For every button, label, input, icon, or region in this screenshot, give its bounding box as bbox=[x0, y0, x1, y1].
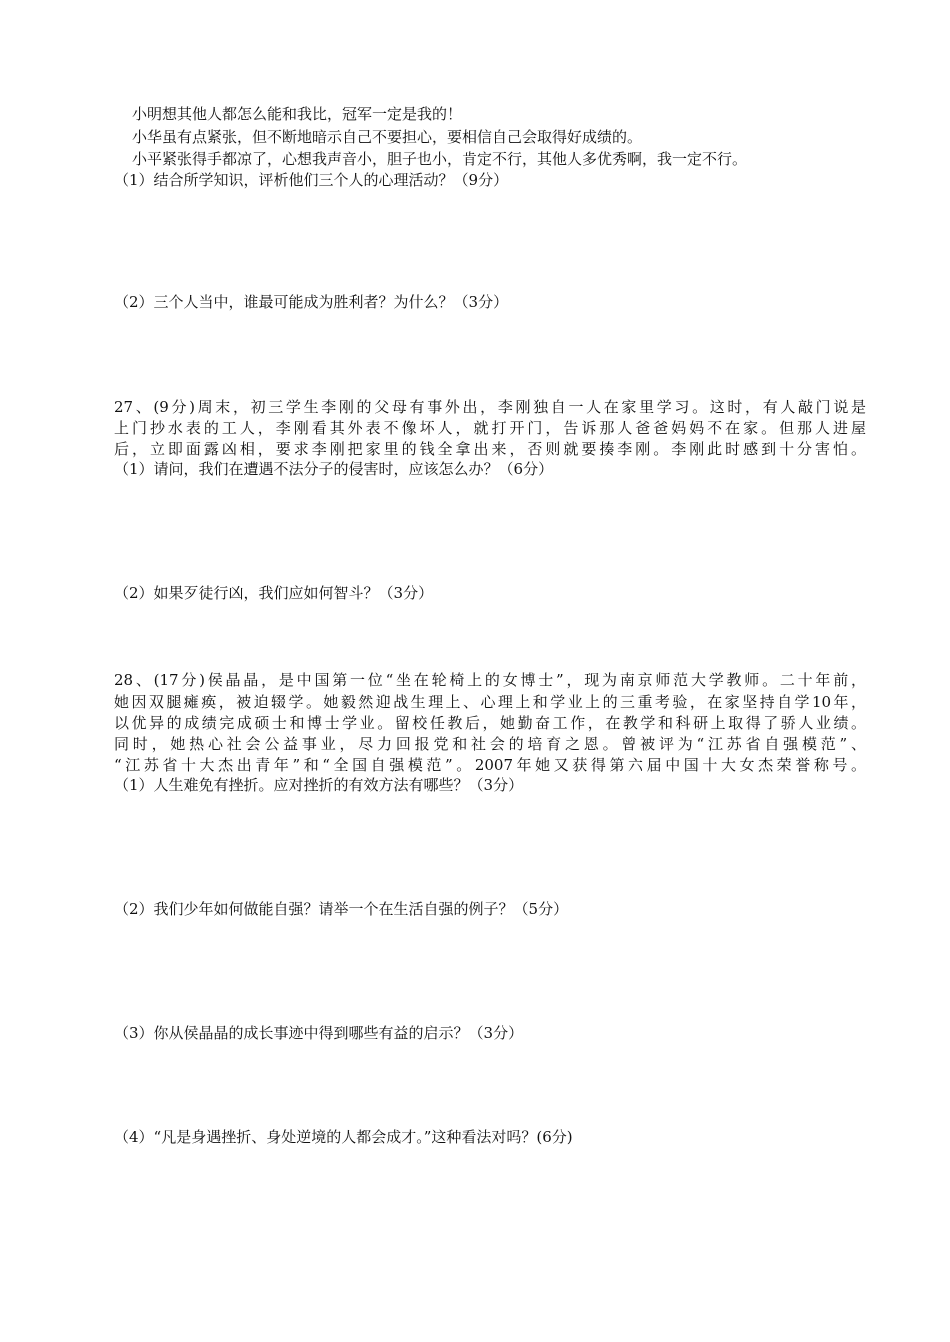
q28-stem-line-1: 28、(17分)侯晶晶，是中国第一位“坐在轮椅上的女博士”，现为南京师范大学教师。二十年前， bbox=[114, 671, 866, 689]
q28-stem-line-2: 她因双腿瘫痪，被迫辍学。她毅然迎战生理上、心理上和学业上的三重考验，在家坚持自学10年， bbox=[114, 693, 866, 711]
q26-sub-question-2: （2）三个人当中，谁最可能成为胜利者？为什么？（3分） bbox=[114, 293, 509, 311]
q27-sub-question-1: （1）请问，我们在遭遇不法分子的侵害时，应该怎么办？（6分） bbox=[114, 460, 554, 478]
q28-sub-question-4: （4）“凡是身遇挫折、身处逆境的人都会成才。”这种看法对吗？(6分) bbox=[114, 1128, 573, 1146]
q26-intro-line-2: 小华虽有点紧张，但不断地暗示自己不要担心，要相信自己会取得好成绩的。 bbox=[132, 128, 643, 146]
q27-stem-line-2: 上门抄水表的工人，李刚看其外表不像坏人，就打开门，告诉那人爸爸妈妈不在家。但那人进屋 bbox=[114, 419, 866, 437]
q26-intro-line-3: 小平紧张得手都凉了，心想我声音小，胆子也小，肯定不行，其他人多优秀啊，我一定不行。 bbox=[132, 150, 748, 168]
q28-stem-line-5: “江苏省十大杰出青年”和“全国自强模范”。2007年她又获得第六届中国十大女杰荣誉称号。 bbox=[114, 756, 866, 774]
q27-stem-line-3: 后，立即面露凶相，要求李刚把家里的钱全拿出来，否则就要揍李刚。李刚此时感到十分害怕。 bbox=[114, 440, 866, 458]
q28-sub-question-2: （2）我们少年如何做能自强？请举一个在生活自强的例子？（5分） bbox=[114, 900, 569, 918]
q26-intro-line-1: 小明想其他人都怎么能和我比，冠军一定是我的！ bbox=[132, 105, 463, 123]
q28-sub-question-3: （3）你从侯晶晶的成长事迹中得到哪些有益的启示？（3分） bbox=[114, 1024, 524, 1042]
q26-sub-question-1: （1）结合所学知识，评析他们三个人的心理活动？（9分） bbox=[114, 171, 509, 189]
q28-stem-line-3: 以优异的成绩完成硕士和博士学业。留校任教后，她勤奋工作，在教学和科研上取得了骄人业绩。 bbox=[114, 714, 866, 732]
q28-stem-line-4: 同时，她热心社会公益事业，尽力回报党和社会的培育之恩。曾被评为“江苏省自强模范”、 bbox=[114, 735, 866, 753]
q28-sub-question-1: （1）人生难免有挫折。应对挫折的有效方法有哪些？（3分） bbox=[114, 776, 524, 794]
q27-stem-line-1: 27、(9分)周末，初三学生李刚的父母有事外出，李刚独自一人在家里学习。这时，有人敲门说是 bbox=[114, 398, 866, 416]
q27-sub-question-2: （2）如果歹徒行凶，我们应如何智斗？（3分） bbox=[114, 584, 434, 602]
